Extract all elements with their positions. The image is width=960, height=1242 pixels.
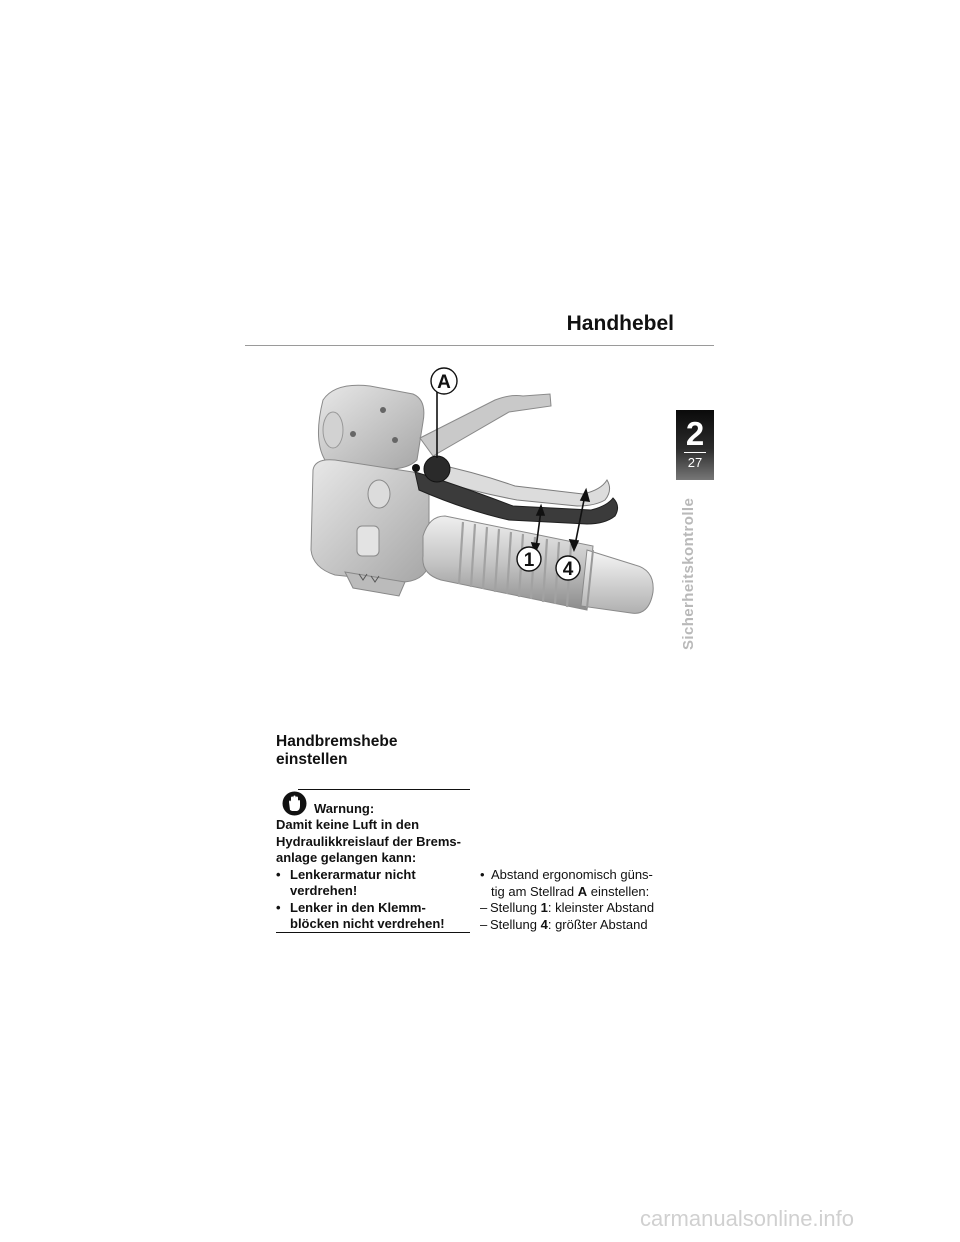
bullet-mark: • [480,867,485,882]
warning-title: Warnung: [314,801,375,816]
watermark: carmanualsonline.info [640,1206,855,1231]
bullet-mark: • [276,866,281,882]
page-title: Handhebel [566,312,674,335]
instruction-bullet [480,867,680,884]
callout-4 [556,556,580,580]
ref-4: 4 [540,916,548,932]
callout-a [431,368,457,394]
ref-a: A [577,883,588,899]
callout-a-label: A [437,372,451,393]
chapter-number: 2 [685,415,705,452]
warning-bullet-1-line1: Lenkerarmatur nicht [290,866,416,882]
section-heading-line1: Handbremshebe [276,733,398,750]
callout-1-label: 1 [523,550,535,571]
instruction-bullet-line1: Abstand ergonomisch güns- [491,867,653,882]
page-number: 27 [687,455,703,470]
warning-line2: Hydraulikkreislauf der Brems- [276,833,461,849]
callout-1 [517,547,541,571]
ref-1: 1 [540,900,548,915]
warning-bullet-2-line2: blöcken nicht verdrehen! [290,916,445,931]
dash-mark: – [480,900,488,915]
section-heading [276,733,476,769]
warning-bullet-1-line2: verdrehen! [290,883,358,898]
chapter-side-label: Sicherheitskontrolle [680,497,697,650]
warning-bullet-2 [276,900,476,917]
hand-stop-icon [282,791,307,816]
warning-line1: Damit keine Luft in den [276,817,420,832]
adjusting-wheel [424,456,450,482]
warning-bullet-1 [276,867,476,884]
warning-bullet-2-line1: Lenker in den Klemm- [290,899,426,915]
warning-top-rule [298,789,470,790]
warning-bottom-rule [276,932,470,933]
instruction-item-2: – Stellung 4: größter Abstand [480,916,648,932]
instruction-text [480,867,680,933]
warning-line3: anlage gelangen kann: [276,850,417,865]
instruction-bullet-line2: tig am Stellrad A einstellen: [491,883,650,899]
chapter-divider [684,452,706,453]
section-heading-line2: einstellen [276,751,348,768]
switch-housing [311,460,429,582]
handlebar-lever-figure [295,360,670,625]
title-divider [245,345,714,346]
warning-text [276,817,476,933]
dash-mark: – [480,916,488,932]
instruction-item-1: – Stellung 1: kleinster Abstand [480,900,655,915]
callout-4-label: 4 [562,559,574,580]
bullet-mark: • [276,899,281,915]
